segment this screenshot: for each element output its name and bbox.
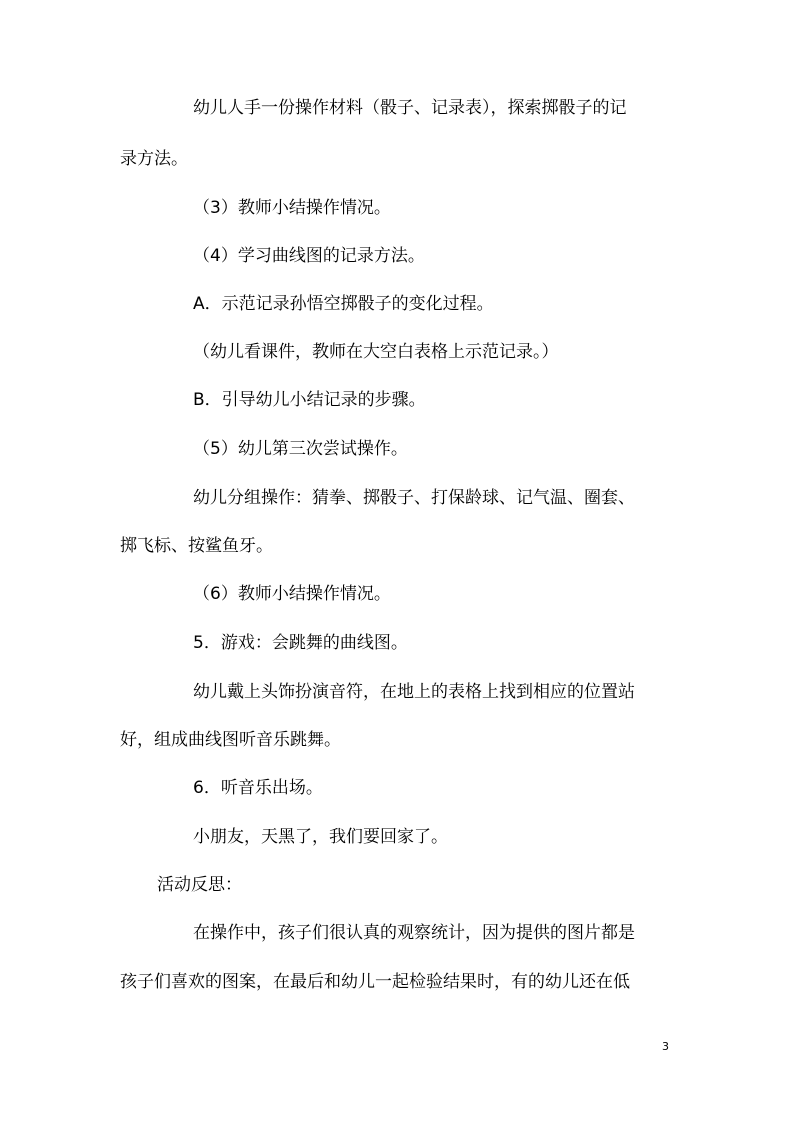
paragraph-line: 孩子们喜欢的图案，在最后和幼儿一起检验结果时，有的幼儿还在低 <box>120 972 630 992</box>
paragraph-line: 幼儿分组操作：猜拳、掷骰子、打保龄球、记气温、圈套、 <box>193 488 635 508</box>
paragraph-line: （4）学习曲线图的记录方法。 <box>193 246 425 266</box>
paragraph-line: 小朋友，天黑了，我们要回家了。 <box>193 827 448 847</box>
paragraph-line: 录方法。 <box>120 149 188 169</box>
paragraph-line: （5）幼儿第三次尝试操作。 <box>193 439 408 459</box>
paragraph-line: （3）教师小结操作情况。 <box>193 198 391 218</box>
paragraph-line: 6．听音乐出场。 <box>193 778 323 798</box>
paragraph-line: A．示范记录孙悟空掷骰子的变化过程。 <box>193 294 494 314</box>
paragraph-line: B．引导幼儿小结记录的步骤。 <box>193 390 426 410</box>
paragraph-line: 幼儿戴上头饰扮演音符，在地上的表格上找到相应的位置站 <box>193 682 635 702</box>
paragraph-line: 掷飞标、按鲨鱼牙。 <box>120 536 273 556</box>
paragraph-line: （幼儿看课件，教师在大空白表格上示范记录。） <box>193 342 559 362</box>
paragraph-line: （6）教师小结操作情况。 <box>193 584 391 604</box>
paragraph-line: 幼儿人手一份操作材料（骰子、记录表），探索掷骰子的记 <box>193 98 627 118</box>
paragraph-line: 好，组成曲线图听音乐跳舞。 <box>120 730 341 750</box>
paragraph-line: 在操作中，孩子们很认真的观察统计，因为提供的图片都是 <box>193 923 635 943</box>
page-number: 3 <box>662 1040 669 1053</box>
section-heading: 活动反思： <box>157 875 242 895</box>
paragraph-line: 5．游戏：会跳舞的曲线图。 <box>193 633 408 653</box>
